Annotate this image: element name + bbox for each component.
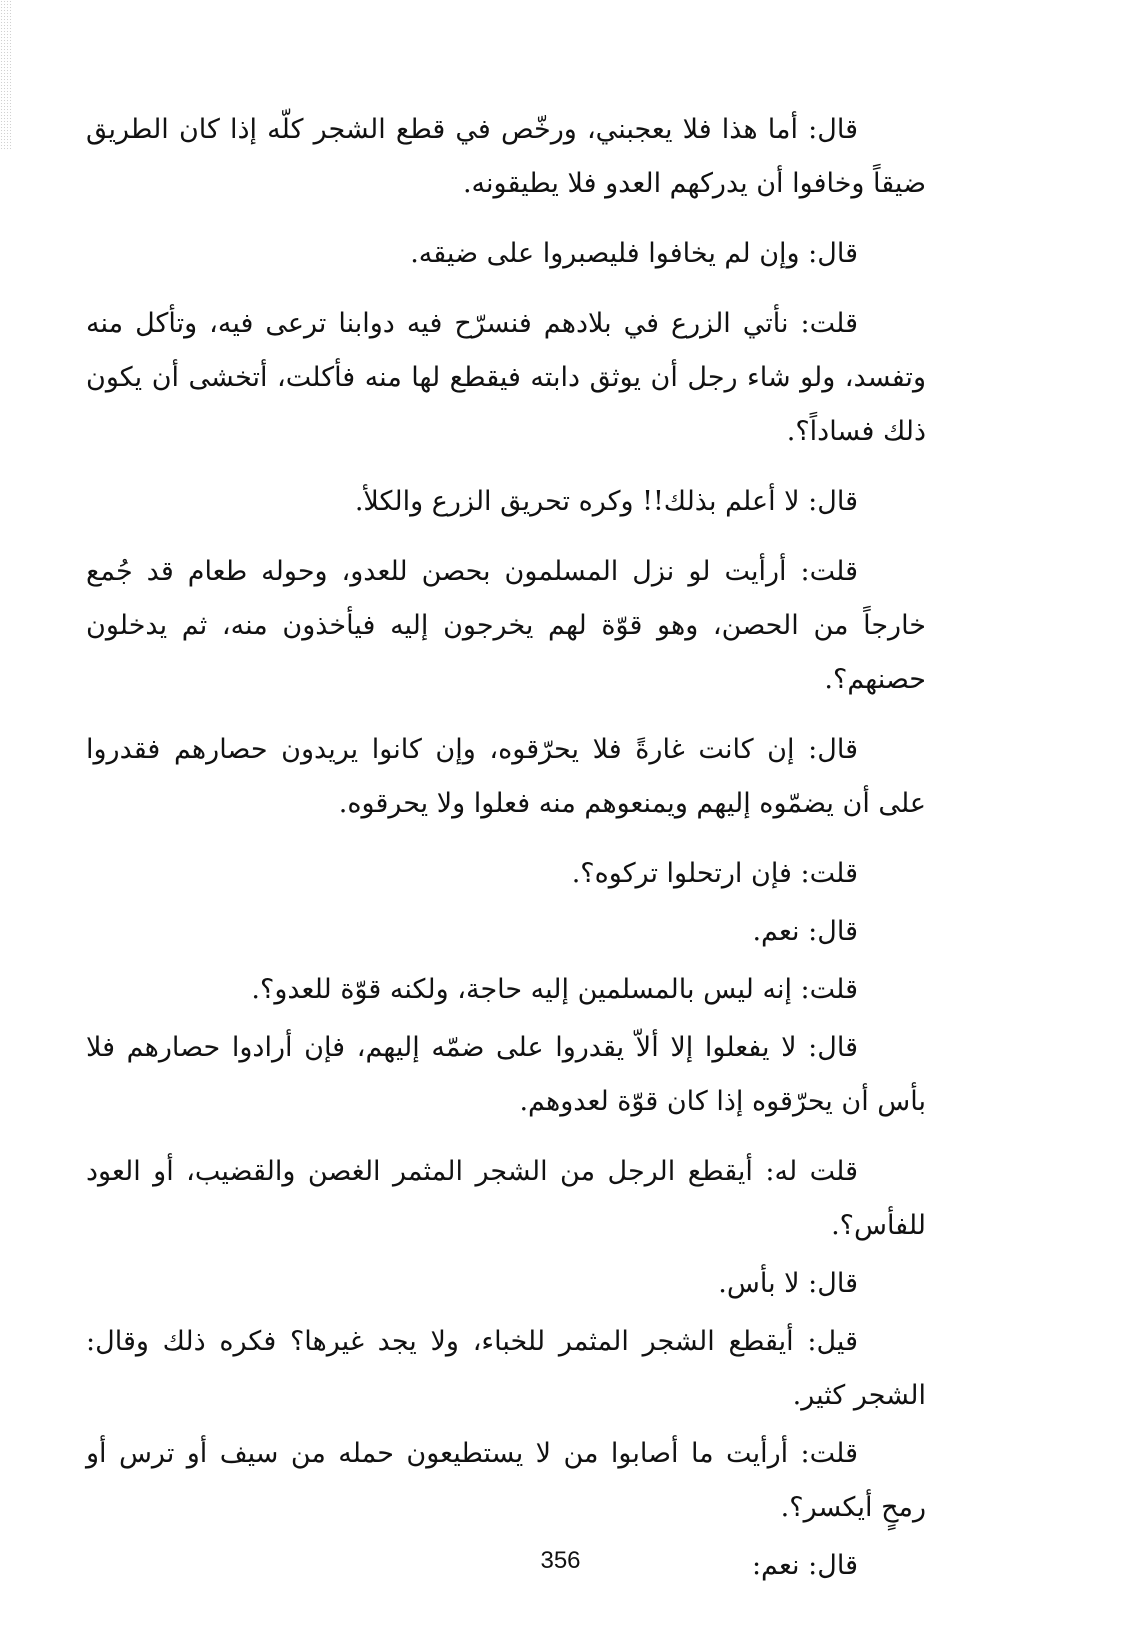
paragraph: قلت: إنه ليس بالمسلمين إليه حاجة، ولكنه قوّة للعدو؟. <box>251 974 858 1005</box>
paragraph: قلت: نأتي الزرع في بلادهم فنسرّح فيه دوابنا ترعى فيه، وتأكل منه وتفسد، ولو شاء رجل أن يوثق دابته فيقطع لها منه فأكلت، أتخشى أن يكون ذلك فساداً؟. <box>86 308 926 447</box>
paragraph: قال: نعم: <box>751 1550 858 1581</box>
paragraph: قال: إن كانت غارةً فلا يحرّقوه، وإن كانوا يريدون حصارهم فقدروا على أن يضمّوه إليهم ويمنعوهم منه فعلوا ولا يحرقوه. <box>86 734 926 819</box>
paragraph: قال: وإن لم يخافوا فليصبروا على ضيقه. <box>410 238 858 269</box>
page-number: 356 <box>540 1547 581 1574</box>
page-body-text <box>86 103 926 1597</box>
paragraph: قلت: أرأيت ما أصابوا من لا يستطيعون حمله من سيف أو ترس أو رمحٍ أيكسر؟. <box>86 1438 926 1523</box>
paragraph: قال: أما هذا فلا يعجبني، ورخّص في قطع الشجر كلّه إذا كان الطريق ضيقاً وخافوا أن يدركهم العدو فلا يطيقونه. <box>86 114 926 199</box>
paragraph: قال: لا يفعلوا إلا ألاّ يقدروا على ضمّه إليهم، فإن أرادوا حصارهم فلا بأس أن يحرّقوه إذا كان قوّة لعدوهم. <box>86 1032 926 1117</box>
paragraph: قال: لا أعلم بذلك!! وكره تحريق الزرع والكلأ. <box>354 486 858 517</box>
paragraph: قال: نعم. <box>752 916 858 947</box>
paragraph: قلت: أرأيت لو نزل المسلمون بحصن للعدو، وحوله طعام قد جُمع خارجاً من الحصن، وهو قوّة لهم يخرجون إليه فيأخذون منه، ثم يدخلون حصنهم؟. <box>86 556 926 695</box>
paragraph: قلت: فإن ارتحلوا تركوه؟. <box>571 858 858 889</box>
paragraph: قيل: أيقطع الشجر المثمر للخباء، ولا يجد غيرها؟ فكره ذلك وقال: الشجر كثير. <box>86 1326 926 1411</box>
paragraph: قلت له: أيقطع الرجل من الشجر المثمر الغصن والقضيب، أو العود للفأس؟. <box>86 1156 926 1241</box>
paragraph: قال: لا بأس. <box>718 1268 858 1299</box>
scan-edge-texture <box>0 0 12 150</box>
